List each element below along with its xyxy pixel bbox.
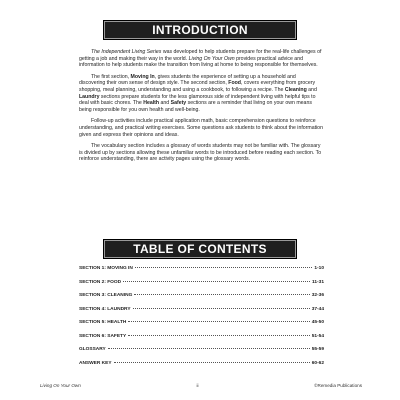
page-footer (40, 383, 362, 388)
toc-dot-leader (135, 267, 313, 268)
toc-entry-pages: 32-36 (311, 293, 324, 298)
footer-publisher: ©Remedia Publications (314, 383, 362, 388)
text-run: sections prepare students for the less glamorous side of independent living with helpful tips to deal with basic chores. The (79, 93, 316, 107)
text-run: The vocabulary section includes a glossary of words students may not be familiar with. The glossary is divided up by sections allowing these unfamiliar words to be introduced before reading each section. To reinforce understanding, there are activity pages using the glossary words. (79, 143, 322, 163)
text-run: The first section, (91, 73, 131, 80)
text-run: and (159, 100, 171, 107)
toc-entry (79, 266, 324, 280)
text-run: sections are a reminder that living on your own means being responsible for you own health and well-being. (79, 100, 312, 113)
footer-book-title: Living On Your Own (40, 383, 81, 388)
toc-dot-leader (128, 335, 310, 336)
toc-entry-pages: 37-44 (311, 306, 324, 312)
text-run: Health (143, 100, 160, 107)
text-run: Cleaning (284, 86, 307, 93)
intro-paragraph (79, 74, 323, 114)
toc-dot-leader (133, 308, 310, 309)
toc-entry (79, 347, 324, 361)
toc-entry (79, 320, 324, 334)
toc-entry-pages: 51-54 (311, 333, 324, 339)
text-run: Moving In (130, 73, 155, 80)
toc-entry-label: SECTION 3: CLEANING (79, 293, 133, 298)
text-run: and (306, 86, 317, 93)
toc-entry (79, 361, 324, 375)
footer-page-number: ii (196, 383, 199, 388)
intro-paragraph (79, 49, 323, 69)
toc-entry-pages: 60-62 (311, 360, 324, 366)
toc-dot-leader (108, 348, 310, 349)
toc-entry-label: SECTION 4: LAUNDRY (79, 306, 131, 312)
introduction-body (79, 49, 323, 168)
intro-paragraph (79, 118, 323, 138)
text-run: Food (228, 80, 241, 87)
toc-entry-label: SECTION 2: FOOD (79, 279, 122, 285)
text-run: Living On Your Own (188, 55, 235, 62)
toc-dot-leader (123, 281, 310, 282)
introduction-heading (103, 20, 297, 40)
toc-entry-pages: 55-59 (311, 347, 324, 352)
introduction-heading-text: INTRODUCTION (152, 23, 248, 37)
toc-entry-pages: 1-10 (314, 266, 324, 271)
toc-entry-label: SECTION 5: HEALTH (79, 320, 127, 325)
toc-dot-leader (114, 362, 310, 363)
toc-entry-label: SECTION 6: SAFETY (79, 333, 127, 339)
toc-dot-leader (128, 321, 309, 322)
toc-entry-pages: 45-50 (311, 320, 324, 325)
toc-entry-label: GLOSSARY (79, 347, 106, 352)
toc-entry-pages: 11-31 (311, 279, 324, 285)
toc-entry (79, 293, 324, 307)
toc-entry-label: ANSWER KEY (79, 360, 112, 366)
toc-entry (79, 280, 324, 294)
text-run: was developed to help students prepare for the real-life challenges of getting a job and making their way in the world. (79, 49, 322, 62)
table-of-contents (79, 266, 324, 374)
intro-paragraph (79, 143, 323, 163)
toc-heading-text: TABLE OF CONTENTS (133, 242, 267, 256)
toc-heading (103, 239, 297, 259)
text-run: , covers everything from grocery shopping, meal planning, understanding and using a cookbook, to following a recipe. The (79, 80, 316, 93)
text-run: provides practical advice and information to help students make the transition from living at home to being responsible for themselves. (79, 55, 318, 69)
toc-entry-label: SECTION 1: MOVING IN (79, 266, 133, 271)
text-run: Laundry (79, 93, 100, 100)
toc-entry (79, 307, 324, 321)
text-run: Follow-up activities include practical application math, basic comprehension questions to reinforce understanding, and practical writing exercises. Some questions ask students to think about the information given and express their opinions and ideas. (79, 118, 323, 138)
toc-dot-leader (134, 294, 309, 295)
text-run: The Independent Living Series (91, 49, 162, 55)
text-run: Safety (170, 100, 187, 107)
text-run: , gives students the experience of setting up a household and discovering their own sense of design style. The second section, (79, 73, 296, 87)
toc-entry (79, 334, 324, 348)
